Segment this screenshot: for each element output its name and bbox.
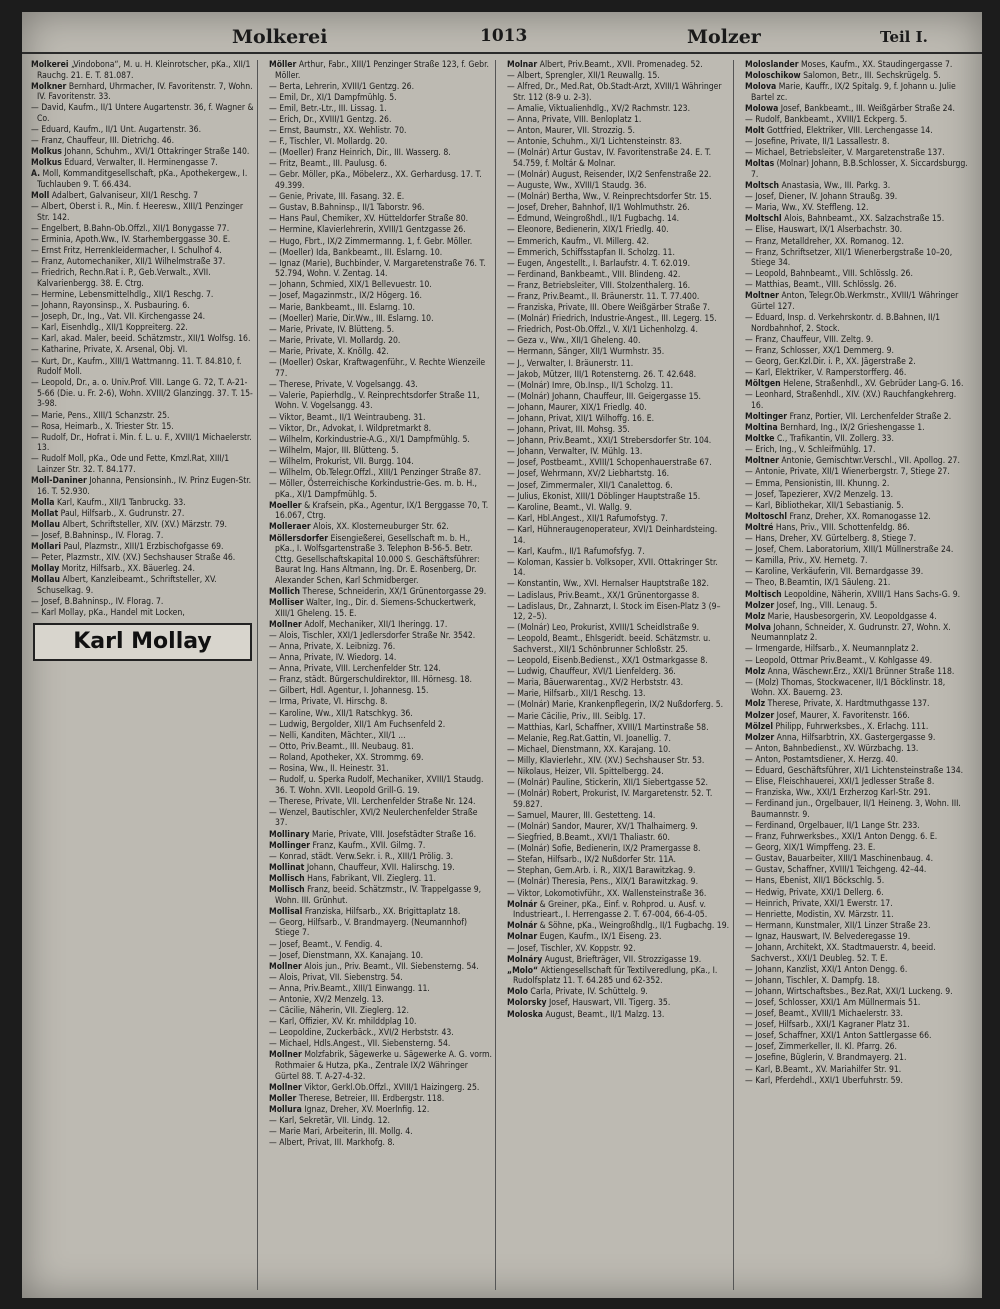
directory-entry: — Ignaz (Marie), Buchbinder, V. Margaretenstraße 76. T. 52.794, Wohn. V. Zentag. 14. <box>269 258 486 280</box>
directory-entry: — Therese, Private, VII. Lerchenfelder Straße Nr. 124. <box>269 796 476 807</box>
directory-entry: — (Molnár) Bertha, Ww., V. Reinprechtsdorfer Str. 15. <box>507 192 712 203</box>
directory-entry: — Siegfried, B.Beamt., XVI/1 Thaliastr. 60. <box>507 833 670 844</box>
directory-entry: — Marie, Private, VI. Mollardg. 20. <box>269 335 401 346</box>
directory-entry: — Ladislaus, Dr., Zahnarzt, I. Stock im Eisen-Platz 3 (9–12, 2–5). <box>507 601 721 623</box>
directory-entry: Molkus Eduard, Verwalter, II. Herminengasse 7. <box>31 158 218 169</box>
directory-entry: — Ludwig, Bergolder, XII/1 Am Fuchsenfeld 2. <box>269 719 446 730</box>
directory-entry: — Ferdinand, Orgelbauer, II/1 Lange Str. 233. <box>745 820 920 831</box>
directory-entry: — Maria, Ww., XV. Steffleng. 12. <box>745 203 869 214</box>
directory-entry: — Ferdinand, Bankbeamt., VIII. Blindeng. 42. <box>507 269 681 280</box>
directory-entry: — Irma, Private, VI. Hirschg. 8. <box>269 697 388 708</box>
directory-entry: — Wilhelm, Korkindustrie-A.G., XI/1 Dampfmühlg. 5. <box>269 434 470 445</box>
directory-entry: — Hedwig, Private, XXI/1 Dellerg. 6. <box>745 887 884 898</box>
directory-entry: — Josefine, Büglerin, V. Brandmayerg. 21. <box>745 1053 907 1064</box>
directory-entry: Molt Gottfried, Elektriker, VIII. Lerchengasse 14. <box>745 126 933 137</box>
directory-entry: Möltgen Helene, Straßenhdl., XV. Gebrüder Lang-G. 16. <box>745 379 964 390</box>
directory-entry: — Karoline, Verkäuferin, VII. Bernardgasse 39. <box>745 567 924 578</box>
directory-entry: — Katharine, Private, X. Arsenal, Obj. VI. <box>31 345 188 356</box>
directory-entry: Mollura Ignaz, Dreher, XV. Moerlnfig. 12. <box>269 1104 430 1115</box>
directory-entry: — Fritz, Beamt., III. Paulusg. 6. <box>269 159 387 170</box>
directory-entry: — Karoline, Beamt., VI. Wallg. 9. <box>507 502 632 513</box>
directory-entry: — Erich, Ing., V. Schleifmühlg. 17. <box>745 445 876 456</box>
directory-entry: — Franz, Metalldreher, XX. Romanog. 12. <box>745 236 904 247</box>
directory-entry: — Cäcilie, Näherin, VII. Zieglerg. 12. <box>269 1006 409 1017</box>
directory-entry: — Valerie, Papierhdlg., V. Reinprechtsdorfer Straße 11, Wohn. V. Vogelsangg. 43. <box>269 390 480 412</box>
directory-entry: — Karl, Pferdehdl., XXI/1 Uberfuhrstr. 59. <box>745 1075 903 1086</box>
directory-entry: Moltinger Franz, Portier, VII. Lerchenfelder Straße 2. <box>745 412 952 422</box>
directory-entry: — Otto, Priv.Beamt., III. Neubaug. 81. <box>269 741 414 752</box>
directory-entry: — (Molnár) Leo, Prokurist, XVIII/1 Scheidlstraße 9. <box>507 623 700 634</box>
directory-entry: — Anna, Private, VIII. Lerchenfelder Str. 124. <box>269 664 441 675</box>
directory-entry: — Karl, Offizier, XV. Kr. mhilddplag 10. <box>269 1017 417 1028</box>
directory-entry: — Berta, Lehrerin, XVIII/1 Gentzg. 26. <box>269 81 415 92</box>
directory-entry: — Josef, Chem. Laboratorium, XIII/1 Müllnerstraße 24. <box>745 545 954 556</box>
directory-entry: Mollari Paul, Plazmstr., XIII/1 Erzbischofgasse 69. <box>31 542 224 553</box>
directory-entry: — Michael, Betriebsleiter, V. Margaretenstraße 137. <box>745 148 945 159</box>
directory-entry: — Roland, Apotheker, XX. Strommg. 69. <box>269 752 424 763</box>
directory-entry: — Wilhelm, Prokurist, VII. Burgg. 104. <box>269 456 414 467</box>
directory-entry: Molleraer Alois, XX. Klosterneuburger Str. 62. <box>269 522 449 533</box>
directory-entry: — Josef, Wehrmann, XV/2 Liebhartstg. 16. <box>507 469 670 480</box>
directory-entry: — Wenzel, Bautischler, XVI/2 Neulerchenfelder Straße 37. <box>269 807 478 829</box>
directory-entry: — Franz, Schriftsetzer, XII/1 Wienerbergstraße 10–20, Stiege 34. <box>745 247 953 269</box>
directory-entry: — Josef, Schaffner, XXI/1 Anton Sattlergasse 66. <box>745 1031 932 1042</box>
directory-entry: — J., Verwalter, I. Bräunerstr. 11. <box>507 358 634 369</box>
directory-entry: Mollner Adolf, Mechaniker, XII/1 Iheringg. 17. <box>269 619 448 630</box>
directory-entry: — Franz, Priv.Beamt., II. Bräunerstr. 11. T. 77.400. <box>507 291 700 302</box>
directory-entry: — Georg, Ger.Kzl.Dir. i. P., XX. Jägerstraße 2. <box>745 357 916 368</box>
directory-entry: — Josef, Zimmerkeller, II. Kl. Pfarrg. 26. <box>745 1042 897 1053</box>
directory-entry: — Josef, Dienstmann, XX. Kanajang. 10. <box>269 950 424 961</box>
directory-entry: — Leonhard, Straßenhdl., XIV. (XV.) Rauchfangkehrerg. 16. <box>745 390 957 411</box>
directory-entry: — Johann, Wirtschaftsbes., Bez.Rat, XXI/1 Luckeng. 9. <box>745 986 953 997</box>
directory-entry: — Leopold, Ottmar Priv.Beamt., V. Kohlgasse 49. <box>745 655 933 666</box>
directory-entry: — Elise, Fleischhauerei, XXI/1 Jedlesser Straße 8. <box>745 777 935 788</box>
directory-entry: Mollner Molzfabrik, Sägewerke u. Sägewerke A. G. vorm. Rothmaier & Hutza, pKa., Zentrale IX/2 Währinger Gürtel 88. T. A-27-4-32. <box>269 1050 493 1082</box>
directory-entry: Mollinat Johann, Chauffeur, XVII. Halirschg. 19. <box>269 862 455 873</box>
directory-entry: — Wilhelm, Ob.Telegr.Offzl., XIII/1 Penzinger Straße 87. <box>269 467 482 478</box>
directory-entry: „Molo“ Aktiengesellschaft für Textilveredlung, pKa., I. Rudolfsplatz 11. T. 64.285 und 62-352. <box>507 965 718 987</box>
directory-entry: A. Moll, Kommanditgesellschaft, pKa., Apothekergew., I. Tuchlauben 9. T. 66.434. <box>31 169 248 191</box>
directory-entry: Moltner Antonie, Gemischtwr.Verschl., VII. Apollog. 27. <box>745 456 960 467</box>
directory-entry: — Franz, Chauffeur, III. Dietrichg. 46. <box>31 136 175 147</box>
directory-entry: — Anton, Bahnbedienst., XV. Würzbachg. 13. <box>745 743 919 754</box>
directory-entry: — Albert, Sprengler, XII/1 Reuwallg. 15. <box>507 71 660 82</box>
directory-entry: — Kurt, Dr., Kaufm., XIII/1 Wattmanng. 11. T. 84.810, f. Rudolf Moll. <box>31 356 242 378</box>
directory-entry: Möller Arthur, Fabr., XIII/1 Penzinger Straße 123, f. Gebr. Möller. <box>269 60 489 81</box>
directory-entry: — Anna, Private, X. Leibnizg. 76. <box>269 641 396 652</box>
directory-entry: — Karl, Kaufm., II/1 Rafumofsfyg. 7. <box>507 546 645 557</box>
directory-entry: — Melanie, Reg.Rat.Gattin, VI. Joanellig. 7. <box>507 733 671 744</box>
directory-entry: — Franz, Automechaniker, XII/1 Wilhelmstraße 37. <box>31 257 226 268</box>
directory-entry: — Johann, Privat, XII/1 Wilhoffg. 16. E. <box>507 414 655 424</box>
directory-entry: Mollau Albert, Schriftsteller, XIV. (XV.) Märzstr. 79. <box>31 519 228 530</box>
directory-entry: — Josef, Magazinmstr., IX/2 Högerg. 16. <box>269 291 423 302</box>
directory-entry: — Karl, Elektriker, V. Ramperstorfferg. 46. <box>745 368 907 379</box>
directory-entry: — (Molnár) Imre, Ob.Insp., II/1 Scholzg. 11. <box>507 380 674 391</box>
directory-entry: — Antonie, Schuhm., XI/1 Lichtensteinstr. 83. <box>507 137 682 148</box>
directory-entry: — Emil, Dr., XI/1 Dampfmühlg. 5. <box>269 92 397 103</box>
directory-entry: — (Molnár) Marie, Krankenpflegerin, IX/2 Nußdorferg. 5. <box>507 700 724 711</box>
directory-entry: — Matthias, Karl, Schaffner, XVIII/1 Martinstraße 58. <box>507 722 709 733</box>
directory-entry: — Maria, Bäuerwarentag., XV/2 Herbststr. 43. <box>507 678 684 689</box>
directory-entry: — Anton, Postamtsdiener, X. Herzg. 40. <box>745 754 899 765</box>
directory-entry: Mollner Alois jun., Priv. Beamt., VII. Siebensterng. 54. <box>269 961 479 972</box>
directory-entry: — Elise, Hauswart, IX/1 Alserbachstr. 30. <box>745 225 903 236</box>
directory-entry: — Franz, Schlosser, XX/1 Demmerg. 9. <box>745 345 894 356</box>
directory-entry: Molzer Anna, Hilfsarbtrin, XX. Gastergergasse 9. <box>745 732 936 743</box>
directory-entry: — Michael, Dienstmann, XX. Karajang. 10. <box>507 744 671 755</box>
directory-entry: — Johann, Verwalter, IV. Mühlg. 13. <box>507 447 643 458</box>
directory-entry: — Albert, Oberst i. R., Min. f. Heeresw., XIII/1 Penzinger Str. 142. <box>31 202 244 223</box>
directory-entry: — Josef, B.Bahninsp., IV. Florag. 7. <box>31 597 164 608</box>
directory-entry: — Nikolaus, Heizer, VII. Spittelbergg. 24. <box>507 767 664 777</box>
directory-entry: — Rudolf Moll, pKa., Ode und Fette, Kmzl.Rat, XIII/1 Lainzer Str. 32. T. 84.177. <box>31 454 230 475</box>
directory-entry: — Franz, städt. Bürgerschuldirektor, III. Hörnesg. 18. <box>269 675 472 686</box>
directory-entry: — Georg, XIX/1 Wimpffeng. 23. E. <box>745 843 876 854</box>
directory-entry: — Karoline, Ww., XII/1 Ratschkyg. 36. <box>269 708 413 719</box>
directory-entry: — Karl, Hühneraugenoperateur, XVI/1 Deinhardsteing. 14. <box>507 524 718 546</box>
directory-entry: — Auguste, Ww., XVIII/1 Staudg. 36. <box>507 181 647 192</box>
directory-entry: — Josef, Hilfsarb., XXI/1 Kagraner Platz 31. <box>745 1020 910 1031</box>
directory-entry: — Julius, Ekonist, XIII/1 Döblinger Hauptstraße 15. <box>507 491 701 502</box>
directory-entry: — Marie, Private, IV. Blütteng. 5. <box>269 324 395 335</box>
directory-entry: — David, Kaufm., II/1 Untere Augartenstr. 36, f. Wagner & Co. <box>31 103 254 124</box>
directory-entry: — Leopold, Eisenb.Bedienst., XX/1 Ostmarkgasse 8. <box>507 656 708 667</box>
directory-entry: — Gustav, B.Bahninsp., II/1 Taborstr. 96. <box>269 203 425 214</box>
directory-entry: — Stephan, Gem.Arb. i. R., XIX/1 Barawitzkag. 9. <box>507 866 696 877</box>
directory-entry: Molz Therese, Private, X. Hardtmuthgasse 137. <box>745 699 930 710</box>
directory-entry: Mollinary Marie, Private, VIII. Josefstädter Straße 16. <box>269 829 477 840</box>
directory-entry: Moltas (Molnar) Johann, B.B.Schlosser, X. Siccardsburgg. 7. <box>745 159 968 180</box>
directory-entry: Molorsky Josef, Hauswart, VII. Tigerg. 35. <box>507 998 671 1009</box>
directory-entry: Moloska August, Beamt., II/1 Malzg. 13. <box>507 1009 665 1020</box>
directory-entry: — (Molnár) Robert, Prokurist, IV. Margaretenstr. 52. T. 59.827. <box>507 789 713 810</box>
directory-entry: Molowa Josef, Bankbeamt., III. Weißgärber Straße 24. <box>745 103 955 114</box>
directory-entry: — Alois, Tischler, XXI/1 Jedlersdorfer Straße Nr. 3542. <box>269 630 476 641</box>
directory-entry: — (Molnár) Johann, Chauffeur, III. Geigergasse 15. <box>507 391 701 402</box>
directory-entry: — Eduard, Geschäftsführer, XI/1 Lichtensteinstraße 134. <box>745 766 964 776</box>
directory-entry: — Leopoldine, Zuckerbäck., XVI/2 Herbststr. 43. <box>269 1028 454 1039</box>
directory-entry: — Josef, Postbeamt., XVIII/1 Schopenhauerstraße 67. <box>507 458 712 469</box>
directory-entry: — Johann, Rayonsinsp., X. Pusbauring. 6. <box>31 301 190 312</box>
page-number: 1013 <box>480 26 528 46</box>
directory-entry: — Alfred, Dr., Med.Rat, Ob.Stadt-Arzt, XVIII/1 Währinger Str. 112 (8-9 u. 2-3). <box>507 82 722 103</box>
directory-entry: Molo Carla, Private, IV. Schüttelg. 9. <box>507 987 648 998</box>
directory-entry: — Johann, Kanzlist, XXI/1 Anton Dengg. 6. <box>745 964 908 975</box>
directory-entry: — Anton, Maurer, VII. Strozzig. 5. <box>507 126 635 137</box>
directory-entry: — Eduard, Insp. d. Verkehrskontr. d. B.Bahnen, II/1 Nordbahnhof, 2. Stock. <box>745 313 941 334</box>
directory-entry: — Stefan, Hilfsarb., IX/2 Nußdorfer Str. 11A. <box>507 855 676 866</box>
directory-page <box>22 12 982 1298</box>
directory-entry: — Konrad, städt. Verw.Sekr. i. R., XIII/1 Prölig. 3. <box>269 851 454 862</box>
directory-entry: — Heinrich, Private, XXI/1 Ewerstr. 17. <box>745 898 893 909</box>
directory-entry: — Kamilla, Priv., XV. Hernetg. 7. <box>745 556 868 567</box>
directory-entry: Mollay Moritz, Hilfsarb., XX. Bäuerleg. 24. <box>31 564 195 575</box>
directory-entry: — Hans, Ebenist, XII/1 Böckschlg. 5. <box>745 876 885 887</box>
directory-entry: — Jakob, Mützer, III/1 Rotensterng. 26. T. 42.648. <box>507 369 697 380</box>
directory-entry: — (Molnár) Friedrich, Industrie-Angest., III. Legerg. 15. <box>507 314 717 325</box>
directory-entry: — F., Tischler, VI. Mollardg. 20. <box>269 137 388 148</box>
directory-entry: — Erich, Dr., XVIII/1 Gentzg. 26. <box>269 114 392 125</box>
directory-entry: Moltke C., Trafikantin, VII. Zollerg. 33. <box>745 434 894 445</box>
directory-entry: — Ignaz, Hauswart, IV. Belvederegasse 19. <box>745 931 911 942</box>
directory-entry: — Marie Cäcilie, Priv., III. Seiblg. 17. <box>507 711 646 722</box>
directory-entry: — Marie Mari, Arbeiterin, III. Mollg. 4. <box>269 1127 413 1138</box>
directory-entry: Molova Marie, Kauffr., IX/2 Spitalg. 9, f. Johann u. Julie Bartel zc. <box>745 82 956 103</box>
directory-entry: — Rosa, Heimarb., X. Triester Str. 15. <box>31 421 174 432</box>
directory-entry: — Josef, B.Bahninsp., IV. Florag. 7. <box>31 531 164 542</box>
directory-entry: — Marie, Hilfsarb., XII/1 Reschg. 13. <box>507 689 646 700</box>
column-3 <box>504 60 734 1290</box>
directory-entry: Mölzel Philipp, Fuhrwerksbes., X. Erlachg. 111. <box>745 721 929 732</box>
directory-entry: — Franz, Chauffeur, VIII. Zeltg. 9. <box>745 334 874 345</box>
directory-entry: — Josef, Tapezierer, XV/2 Menzelg. 13. <box>745 489 894 500</box>
directory-entry: Moltina Bernhard, Ing., IX/2 Grieshengasse 1. <box>745 423 925 434</box>
directory-entry: Moll Adalbert, Galvaniseur, XII/1 Reschg. 7 <box>31 191 198 202</box>
directory-entry: Molla Karl, Kaufm., XII/1 Tanbruckg. 33. <box>31 497 186 508</box>
directory-entry: Molliser Walter, Ing., Dir. d. Siemens-Schuckertwerk, XIII/1 Gheleng. 15. E. <box>269 598 476 619</box>
directory-entry: Molva Johann, Schneider, X. Gudrunstr. 27, Wohn. X. Neumannplatz 2. <box>745 622 951 644</box>
directory-entry: — Ernst, Baumstr., XX. Wehlistr. 70. <box>269 126 407 137</box>
directory-entry: Moeller & Krafsein, pKa., Agentur, IX/1 Berggasse 70, T. 16.067, Ctrg. <box>269 500 489 522</box>
directory-entry: — Franz, Fuhrwerksbes., XXI/1 Anton Dengg. 6. E. <box>745 832 938 843</box>
advertisement-box: Karl Mollay <box>33 623 252 661</box>
directory-entry: — Matthias, Beamt., VIII. Schlösslg. 26. <box>745 280 897 291</box>
header-right-keyword: Molzer <box>687 26 761 48</box>
header-left-keyword: Molkerei <box>232 26 328 48</box>
directory-entry: — (Molz) Thomas, Stockwacener, II/1 Böcklinstr. 18, Wohn. XX. Bauerng. 23. <box>745 677 946 699</box>
directory-entry: — Eugen, Angestellt., I. Barlaufstr. 4. T. 62.019. <box>507 258 691 269</box>
directory-entry: — Emmerich, Kaufm., VI. Millerg. 42. <box>507 236 649 247</box>
directory-entry: — Irmengarde, Hilfsarb., X. Neumannplatz 2. <box>745 644 919 655</box>
directory-entry: Molz Marie, Hausbesorgerin, XV. Leopoldgasse 4. <box>745 611 937 622</box>
directory-entry: Molnár & Söhne, pKa., Weingroßhdlg., II/1 Fugbachg. 19. <box>507 921 730 932</box>
column-4 <box>742 60 972 1290</box>
part-label: Teil I. <box>880 28 928 46</box>
directory-entry: — Ferdinand jun., Orgelbauer, II/1 Heineng. 3, Wohn. III. Baumannstr. 9. <box>745 799 961 820</box>
directory-entry: — Antonie, XV/2 Menzelg. 13. <box>269 994 384 1005</box>
directory-entry: — (Moeller) Ida, Bankbeamt., III. Eslarng. 10. <box>269 247 443 258</box>
directory-entry: — Ladislaus, Priv.Beamt., XX/1 Grünentorgasse 8. <box>507 590 700 601</box>
directory-entry: — Franziska, Private, III. Obere Weißgärber Straße 7. <box>507 303 710 314</box>
directory-entry: — Josef, Dreher, Bahnhof, II/1 Wohlmuthstr. 26. <box>507 203 690 214</box>
entry-columns <box>28 60 976 1290</box>
directory-entry: Mollich Therese, Schneiderin, XX/1 Grünentorgasse 29. <box>269 587 487 597</box>
directory-entry: Moll-Daniner Johanna, Pensionsinh., IV. Prinz Eugen-Str. 16. T. 52.930. <box>31 476 252 497</box>
directory-entry: — Rudolf, Bankbeamt., XVIII/1 Eckperg. 5. <box>745 114 908 125</box>
directory-entry: — Koloman, Kassier b. Volksoper, XVII. Ottakringer Str. 14. <box>507 557 718 579</box>
directory-entry: — Hans, Dreher, XV. Gürtelberg. 8, Stiege 7. <box>745 534 917 545</box>
directory-entry: Mollner Viktor, Gerkl.Ob.Offzl., XVIII/1 Haizingerg. 25. <box>269 1082 480 1093</box>
directory-entry: — (Molnár) Artur Gustav, IV. Favoritenstraße 24. E. T. 54.759, f. Moltár & Molnar. <box>507 148 712 169</box>
directory-entry: — Josef, Schlosser, XXI/1 Am Müllnermais 51. <box>745 997 921 1008</box>
directory-entry: Mollisch Hans, Fabrikant, VII. Zieglerg. 11. <box>269 873 436 884</box>
directory-entry: — Karl, Sekretär, VII. Lindg. 12. <box>269 1116 390 1126</box>
directory-entry: — Hermine, Lebensmittelhdlg., XII/1 Reschg. 7. <box>31 289 214 300</box>
directory-entry: Moltré Hans, Priv., VIII. Schottenfeldg. 86. <box>745 522 910 533</box>
directory-entry: Mollinger Franz, Kaufm., XVII. Gilmg. 7. <box>269 840 426 851</box>
directory-entry: — Peter, Plazmstr., XIV. (XV.) Sechshauser Straße 46. <box>31 553 236 564</box>
directory-entry: — Viktor, Lokomotivführ., XX. Wallensteinstraße 36. <box>507 888 707 899</box>
directory-entry: — Rudolf, Dr., Hofrat i. Min. f. L. u. F., XVIII/1 Michaelerstr. 13. <box>31 432 252 454</box>
directory-entry: — Theo, B.Beamtin, IX/1 Säuleng. 21. <box>745 578 891 589</box>
column-1 <box>28 60 258 1290</box>
directory-entry: Moloslander Moses, Kaufm., XX. Staudingergasse 7. <box>745 60 953 70</box>
directory-entry: — Milly, Klavierlehr., XIV. (XV.) Sechshauser Str. 53. <box>507 755 705 766</box>
directory-entry: — Karl, Bibliothekar, XII/1 Sebastianig. 5. <box>745 500 904 511</box>
directory-entry: Moltoschl Franz, Dreher, XX. Romanogasse 12. <box>745 511 931 522</box>
directory-entry: — Gilbert, Hdl. Agentur, I. Johannesg. 15. <box>269 686 429 697</box>
directory-entry: — Albert, Privat, III. Markhofg. 8. <box>269 1138 395 1149</box>
directory-entry: — (Moeller) Oskar, Kraftwagenführ., V. Rechte Wienzeile 77. <box>269 358 486 379</box>
directory-entry: — Josefine, Private, II/1 Lassallestr. 8. <box>745 137 890 148</box>
directory-entry: — Leopold, Bahnbeamt., VIII. Schlösslg. 26. <box>745 269 913 280</box>
directory-entry: — Georg, Hilfsarb., V. Brandmayerg. (Neumannhof) Stiege 7. <box>269 917 468 939</box>
directory-entry: — Michael, Hdls.Angest., VII. Siebensterng. 54. <box>269 1039 451 1050</box>
directory-entry: Molz Anna, Wäschewr.Erz., XXI/1 Brünner Straße 118. <box>745 666 955 677</box>
directory-entry: Mollat Paul, Hilfsarb., X. Gudrunstr. 27. <box>31 508 185 519</box>
directory-entry: — (Molnár) Pauline, Stickerin, XII/1 Siebertgasse 52. <box>507 778 708 789</box>
directory-entry: — Gustav, Schaffner, XVIII/1 Teichgeng. 42–44. <box>745 865 927 876</box>
directory-entry: — Ludwig, Chauffeur, XVI/1 Lienfelderg. 36. <box>507 667 676 678</box>
directory-entry: — Anna, Private, VIII. Benloplatz 1. <box>507 114 642 125</box>
directory-entry: — Josef, Diener, IV. Johann Straußg. 39. <box>745 192 898 203</box>
directory-entry: — (Molnár) Theresia, Pens., XIX/1 Barawitzkag. 9. <box>507 877 699 888</box>
directory-entry: — Joseph, Dr., Ing., Vat. VII. Kirchengasse 24. <box>31 312 206 323</box>
directory-entry: — Ernst Fritz, Herrenkleidermacher, I. Schulhof 4. <box>31 246 222 257</box>
directory-entry: — Leopold, Dr., a. o. Univ.Prof. VIII. Lange G. 72, T. A-21-5-66 (Die. u. Fr. 2-6), Wohn. XVIII/2 Glanzingg. 37. T. 15-3-98. <box>31 378 253 410</box>
directory-entry: — Gustav, Bauarbeiter, XIII/1 Maschinenbaug. 4. <box>745 854 934 865</box>
directory-entry: Moltsch Anastasia, Ww., III. Parkg. 3. <box>745 181 891 192</box>
directory-entry: — Friedrich, Rechn.Rat i. P., Geb.Verwalt., XVII. Kalvarienbergg. 38. E. Ctrg. <box>31 268 211 289</box>
directory-entry: — Hans Paul, Chemiker, XV. Hütteldorfer Straße 80. <box>269 214 469 225</box>
directory-entry: Moller Therese, Betreier, III. Erdbergstr. 118. <box>269 1093 445 1104</box>
directory-entry: — Johann, Priv.Beamt., XXI/1 Strebersdorfer Str. 104. <box>507 436 712 447</box>
directory-entry: — Hermine, Klavierlehrerin, XVIII/1 Gentzgasse 26. <box>269 225 466 236</box>
directory-entry: — Karl Mollay, pKa., Handel mit Locken, <box>31 608 185 619</box>
directory-entry: Moltisch Leopoldine, Näherin, XVIII/1 Hans Sachs-G. 9. <box>745 589 961 600</box>
directory-entry: — Leopold, Beamt., Ehlsgeridt. beeid. Schätzmstr. u. Sachverst., XII/1 Schönbrunner Schloßstr. 25. <box>507 634 711 655</box>
directory-entry: — Franziska, Ww., XXI/1 Erzherzog Karl-Str. 291. <box>745 788 931 799</box>
directory-entry: — Eleonore, Bedienerin, XIX/1 Friedlg. 40. <box>507 225 669 236</box>
directory-entry: — Edmund, Weingroßhdl., II/1 Fugbachg. 14. <box>507 214 680 225</box>
directory-entry: — Friedrich, Post-Ob.Offzl., V. XI/1 Lichenholzg. 4. <box>507 325 698 336</box>
directory-entry: — Konstantin, Ww., XVI. Hernalser Hauptstraße 182. <box>507 579 709 590</box>
directory-entry: — (Moeller) Franz Heinrich, Dir., III. Wasserg. 8. <box>269 148 451 159</box>
directory-entry: Mollau Albert, Kanzleibeamt., Schriftsteller, XV. Schuselkag. 9. <box>31 575 217 596</box>
directory-entry: — Rudolf, u. Sperka Rudolf, Mechaniker, XVIII/1 Staudg. 36. T. Wohn. XVII. Leopold Grill-G. 19. <box>269 775 484 796</box>
directory-entry: — Genie, Private, III. Fasang. 32. E. <box>269 192 405 203</box>
directory-entry: — Wilhelm, Major, III. Blütteng. 5. <box>269 445 399 456</box>
directory-entry: — Marie, Pens., XIII/1 Schanzstr. 25. <box>31 410 170 421</box>
directory-entry: — Alois, Privat, VII. Siebenstrg. 54. <box>269 972 403 983</box>
directory-entry: Molkner Bernhard, Uhrmacher, IV. Favoritenstr. 7, Wohn. IV. Favoritenstr. 33. <box>31 81 253 103</box>
directory-entry: Molkerei „Vindobona“, M. u. H. Kleinrotscher, pKa., XII/1 Rauchg. 21. E. T. 81.087. <box>31 60 251 81</box>
directory-entry: — (Molnár) Sofie, Bedienerin, IX/2 Pramergasse 8. <box>507 844 701 855</box>
directory-entry: Moltner Anton, Telegr.Ob.Werkmstr., XVIII/1 Währinger Gürtel 127. <box>745 291 959 313</box>
directory-entry: — Emma, Pensionistin, III. Khunng. 2. <box>745 478 890 489</box>
directory-entry: — Anna, Private, IV. Wiedorg. 14. <box>269 653 397 664</box>
column-2 <box>266 60 496 1290</box>
directory-entry: — (Molnár) Sandor, Maurer, XV/1 Thalhaimerg. 9. <box>507 821 698 832</box>
directory-entry: — Josef, Zimmermaler, XII/1 Canalettog. 6. <box>507 480 673 491</box>
directory-entry: — Gebr. Möller, pKa., Möbelerz., XX. Gerhardusg. 17. T. 49.399. <box>269 170 482 192</box>
directory-entry: — Möller, Österreichische Korkindustrie-Ges. m. b. H., pKa., XI/1 Dampfmühlg. 5. <box>269 479 477 500</box>
directory-entry: — Eduard, Kaufm., II/1 Unt. Augartenstr. 36. <box>31 125 202 136</box>
directory-entry: — (Moeller) Marie, Dir.Ww., III. Eslarng. 10. <box>269 313 434 324</box>
directory-entry: — Josef, Beamt., XVIII/1 Michaelerstr. 33. <box>745 1009 903 1020</box>
directory-entry: — Johann, Privat, III. Mohsg. 35. <box>507 425 630 436</box>
directory-entry: — Samuel, Maurer, III. Gestetteng. 14. <box>507 810 656 821</box>
directory-entry: — Karl, Hbl.Angest., XII/1 Rafumofstyg. 7. <box>507 513 668 524</box>
directory-entry: — Marie, Private, X. Knöllg. 42. <box>269 346 389 357</box>
directory-entry: — Emil, Betr.-Ltr., III. Lissag. 1. <box>269 103 387 114</box>
directory-entry: Molnár & Greiner, pKa., Einf. v. Rohprod. u. Ausf. v. Industrieart., I. Herrengasse 2. T. 67-004, 66-4-05. <box>507 899 708 921</box>
directory-entry: — Hermann, Kunstmaler, XII/1 Linzer Straße 23. <box>745 920 931 931</box>
directory-entry: — (Molnár) August, Reisender, IX/2 Senfenstraße 22. <box>507 169 712 180</box>
directory-entry: Molnáry August, Briefträger, VII. Strozzigasse 19. <box>507 954 702 965</box>
directory-entry: — Johann, Tischler, X. Dampfg. 18. <box>745 975 880 986</box>
directory-entry: — Johann, Schmied, XIX/1 Bellevuestr. 10. <box>269 280 432 291</box>
directory-entry: Molnar Albert, Priv.Beamt., XVII. Promenadeg. 52. <box>507 60 703 70</box>
directory-entry: — Therese, Private, V. Vogelsangg. 43. <box>269 379 418 390</box>
directory-entry: — Anna, Priv.Beamt., XIII/1 Einwangg. 11. <box>269 983 430 994</box>
directory-entry: — Engelbert, B.Bahn-Ob.Offzl., XII/1 Bonygasse 77. <box>31 223 230 234</box>
directory-entry: Molzer Josef, Ing., VIII. Lenaug. 5. <box>745 600 878 611</box>
directory-entry: — Hermann, Sänger, XII/1 Wurmhstr. 35. <box>507 347 665 358</box>
directory-entry: Molkus Johann, Schuhm., XVI/1 Ottakringer Straße 140. <box>31 147 250 158</box>
directory-entry: — Johann, Maurer, XIX/1 Friedlg. 40. <box>507 402 647 413</box>
directory-entry: Möllersdorfer Eisengießerei, Gesellschaft m. b. H., pKa., I. Wolfsgartenstraße 3. Telephon B-56-5. Betr. Cttg. Gesellschaftskapital 10.000 S. Geschäftsführer: Baurat Ing. Hans Altmann, Ing. Dr. E. Rosenberg, Dr. Alexander Schen, Karl Schmidberger. <box>269 533 480 586</box>
directory-entry: — Josef, Tischler, XV. Koppstr. 92. <box>507 943 636 954</box>
directory-entry: — Josef, Beamt., V. Fendig. 4. <box>269 939 383 950</box>
directory-entry: — Viktor, Dr., Advokat, I. Wildpretmarkt 8. <box>269 423 432 434</box>
directory-entry: — Hugo, Fbrt., IX/2 Zimmermanng. 1, f. Gebr. Möller. <box>269 236 473 247</box>
directory-entry: — Marie, Bankbeamt., III. Eslarng. 10. <box>269 302 415 313</box>
directory-entry: — Erminia, Apoth.Ww., IV. Starhemberggasse 30. E. <box>31 235 231 245</box>
directory-entry: — Amalie, Viktualienhdlg., XV/2 Rachmstr. 123. <box>507 103 691 114</box>
directory-entry: — Franz, Betriebsleiter, VIII. Stolzenthalerg. 16. <box>507 280 691 291</box>
directory-entry: Moloschikow Salomon, Betr., III. Sechskrügelg. 5. <box>745 71 941 82</box>
directory-entry: Mollisal Franziska, Hilfsarb., XX. Brigittaplatz 18. <box>269 906 461 917</box>
directory-entry: — Antonie, Private, XII/1 Wienerbergstr. 7, Stiege 27. <box>745 467 950 478</box>
directory-entry: Molnar Eugen, Kaufm., IX/1 Eiseng. 23. <box>507 932 662 943</box>
directory-entry: — Karl, Eisenhdlg., XII/1 Koppreiterg. 22. <box>31 323 188 334</box>
directory-entry: Molzer Josef, Maurer, X. Favoritenstr. 166. <box>745 710 910 721</box>
page-header <box>22 22 982 54</box>
directory-entry: — Karl, akad. Maler, beeid. Schätzmstr., XII/1 Wolfsg. 16. <box>31 334 251 345</box>
directory-entry: Moltschl Alois, Bahnbeamt., XX. Salzachstraße 15. <box>745 214 945 225</box>
directory-entry: — Johann, Architekt, XX. Stadtmauerstr. 4, beeid. Sachverst., XXI/1 Deubleg. 52. T. E. <box>745 943 936 964</box>
directory-entry: — Rosina, Ww., II. Heinestr. 31. <box>269 764 389 774</box>
directory-entry: — Henriette, Modistin, XV. Märzstr. 11. <box>745 909 894 920</box>
directory-entry: — Geza v., Ww., XII/1 Gheleng. 40. <box>507 336 641 347</box>
directory-entry: — Karl, B.Beamt., XV. Mariahilfer Str. 91. <box>745 1064 902 1075</box>
directory-entry: Mollisch Franz, beeid. Schätzmstr., IV. Trappelgasse 9, Wohn. III. Grünhut. <box>269 885 482 906</box>
directory-entry: — Viktor, Beamt., II/1 Weintraubeng. 31. <box>269 412 426 423</box>
directory-entry: — Emmerich, Schiffsstapfan II. Scholzg. 11. <box>507 247 675 258</box>
directory-entry: — Nelli, Kanditen, Mächter., XII/1 ... <box>269 730 406 741</box>
